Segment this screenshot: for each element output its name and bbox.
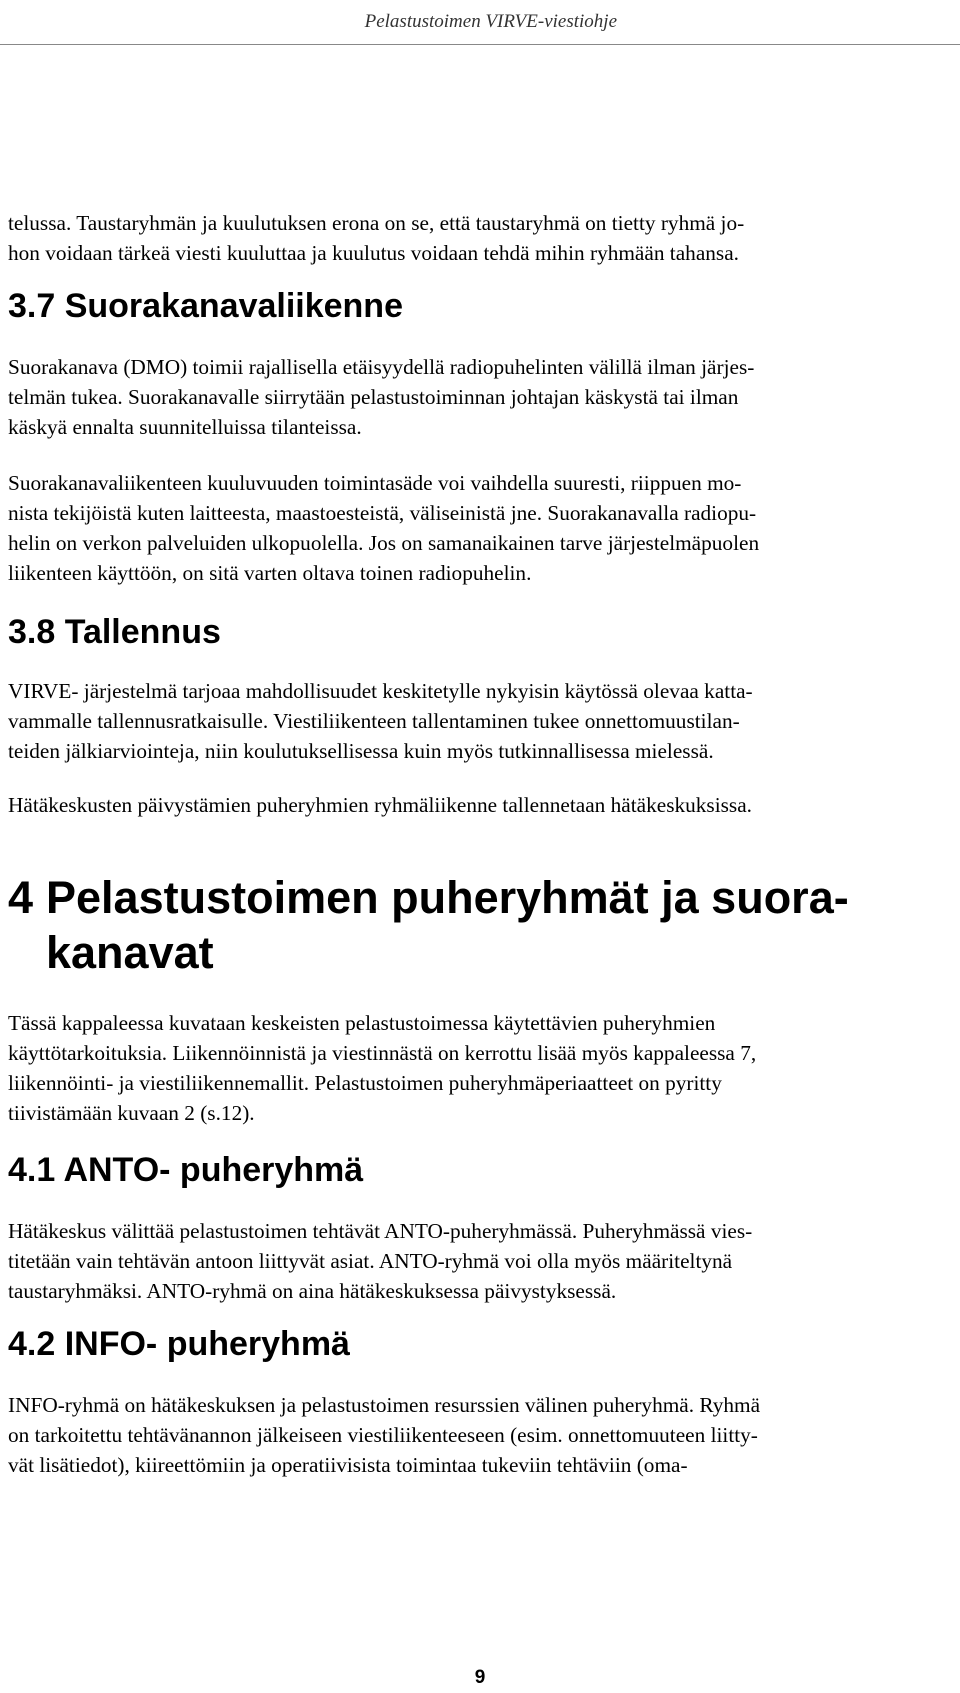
running-title: Pelastustoimen VIRVE-viestiohje <box>364 11 617 32</box>
chapter-4-paragraph <box>8 1008 954 1128</box>
chapter-title-line-1: Pelastustoimen puheryhmät ja suora- <box>46 872 849 923</box>
section-4-1-paragraph <box>8 1216 954 1306</box>
section-3-7-heading <box>8 286 954 326</box>
page-number: 9 <box>474 1667 486 1688</box>
intro-paragraph <box>8 208 954 268</box>
chapter-number: 4 <box>8 872 34 923</box>
page-header <box>0 0 960 45</box>
heading-text: 4.2 INFO- puheryhmä <box>8 1325 350 1363</box>
paragraph-text: INFO-ryhmä on hätäkeskuksen ja pelastustoimen resurssien välinen puheryhmä. Ryhmä on tarkoitettu tehtävänannon jälkeiseen viestiliikenteeseen (esim. onnettomuuteen liitty- vät lisätiedot), kiireettömiin ja operatiivisista toimintaa tukeviin tehtäviin (oma- <box>8 1393 761 1477</box>
heading-text: 4.1 ANTO- puheryhmä <box>8 1151 364 1189</box>
paragraph-text: Suorakanava (DMO) toimii rajallisella etäisyydellä radiopuhelinten välillä ilman järjes- telmän tukea. Suorakanavalle siirrytään pelastustoiminnan johtajan käskystä tai ilman käskyä ennalta suunnitelluissa tilanteissa. <box>8 355 755 439</box>
section-3-7-paragraph-2 <box>8 468 954 588</box>
section-3-8-paragraph-1 <box>8 676 954 766</box>
paragraph-text: Suorakanavaliikenteen kuuluvuuden toimintasäde voi vaihdella suuresti, riippuen mo- nista tekijöistä kuten laitteesta, maastoesteistä, väliseinistä jne. Suorakanavalla radiopu- helin on verkon palveluiden ulkopuolella. Jos on samanaikainen tarve järjestelmäpuolen liikenteen käyttöön, on sitä varten oltava toinen radiopuhelin. <box>8 471 760 585</box>
heading-text: 3.7 Suorakanavaliikenne <box>8 287 403 325</box>
section-4-2-paragraph <box>8 1390 954 1480</box>
heading-text: 3.8 Tallennus <box>8 613 221 651</box>
paragraph-text: telussa. Taustaryhmän ja kuulutuksen erona on se, että taustaryhmä on tietty ryhmä jo- hon voidaan tärkeä viesti kuuluttaa ja kuulutus voidaan tehdä mihin ryhmään tahansa. <box>8 211 745 265</box>
section-3-8-paragraph-2 <box>8 790 954 820</box>
paragraph-text: Hätäkeskus välittää pelastustoimen tehtävät ANTO-puheryhmässä. Puheryhmässä vies- titetään vain tehtävän antoon liittyvät asiat. ANTO-ryhmä voi olla myös määriteltynä taustaryhmäksi. ANTO-ryhmä on aina hätäkeskuksessa päivystyksessä. <box>8 1219 753 1303</box>
paragraph-text: Hätäkeskusten päivystämien puheryhmien ryhmäliikenne tallennetaan hätäkeskuksissa. <box>8 793 752 817</box>
paragraph-text: Tässä kappaleessa kuvataan keskeisten pelastustoimessa käytettävien puheryhmien käyttötarkoituksia. Liikennöinnistä ja viestinnästä on kerrottu lisää myös kappaleessa 7, liikennöinti- ja viestiliikennemallit. Pelastustoimen puheryhmäperiaatteet on pyritty tiivistämään kuvaan 2 (s.12). <box>8 1011 757 1125</box>
section-3-7-paragraph-1 <box>8 352 954 442</box>
section-4-1-heading <box>8 1150 954 1190</box>
paragraph-text: VIRVE- järjestelmä tarjoaa mahdollisuudet keskitetylle nykyisin käytössä olevaa katta- vammalle tallennusratkaisulle. Viestiliikenteen tallentaminen tukee onnettomuustilan- teiden jälkiarviointeja, niin koulutuksellisessa kuin myös tutkinnallisessa mielessä. <box>8 679 753 763</box>
section-3-8-heading <box>8 612 954 652</box>
section-4-2-heading <box>8 1324 954 1364</box>
chapter-heading <box>8 870 954 925</box>
chapter-title-line-2: kanavat <box>46 927 214 978</box>
chapter-4-heading <box>8 870 954 980</box>
